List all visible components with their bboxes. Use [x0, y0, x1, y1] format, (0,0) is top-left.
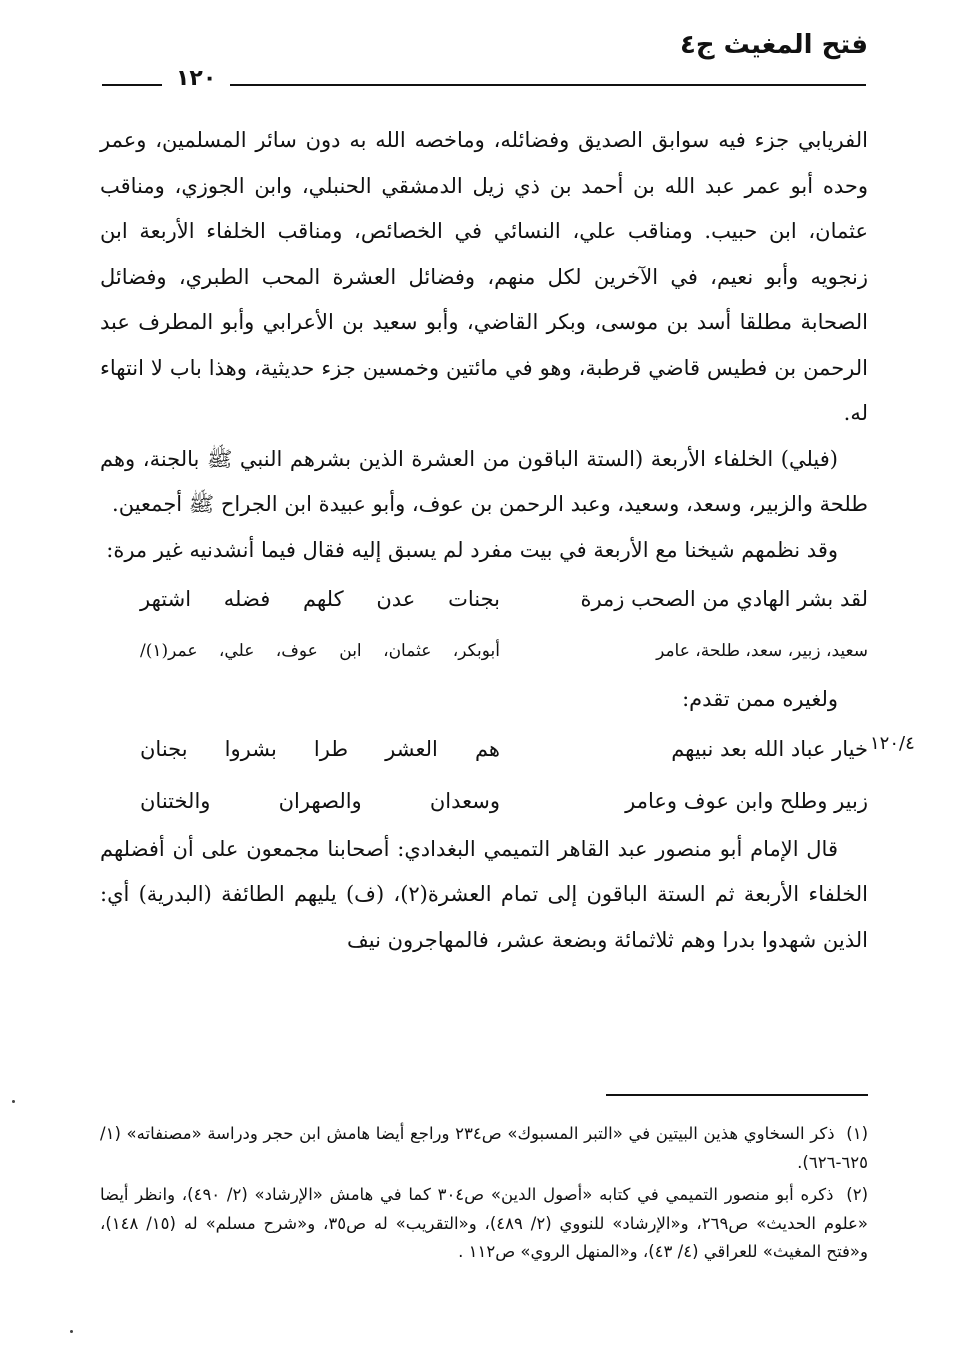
footnote-text: ذكر السخاوي هذين البيتين في «التبر المسبوك» ص٢٣٤ وراجع أيضا هامش ابن حجر ودراسة «مصنفاته» (١/ ٦٢٥-٦٢٦). [100, 1124, 868, 1172]
paragraph: وقد نظمهم شيخنا مع الأربعة في بيت مفرد لم يسبق إليه فقال فيما أنشدنيه غير مرة: [106, 537, 838, 562]
paragraph: (فيلي) الخلفاء الأربعة (الستة الباقون من العشرة الذين بشرهم النبي ﷺ بالجنة، وهم طلحة والزبير، وسعد، وسعيد، وعبد الرحمن بن عوف، وأبو عبيدة ابن الجراح ﷺ أجمعين. [100, 446, 868, 516]
main-text [100, 118, 868, 963]
poem-block [100, 573, 868, 677]
running-header-title: فتح المغيث ج٤ [679, 30, 868, 60]
paragraph: ولغيره ممن تقدم: [682, 687, 838, 711]
verse-hemistich: أبوبكر، عثمان، ابن عوف، علي، عمر(١)/ [140, 641, 500, 661]
scan-speck [12, 1100, 15, 1103]
poem-block [100, 723, 868, 827]
verse-hemistich: خيار عباد الله بعد نبيهم [671, 736, 868, 761]
paragraph: قال الإمام أبو منصور عبد القاهر التميمي البغدادي: أصحابنا مجمعون على أن أفضلهم الخلفاء الأربعة ثم الستة الباقون إلى تمام العشرة(٢)، (ف) يليهم الطائفة (البدرية) أي: الذين شهدوا بدرا وهم ثلاثمائة وبضعة عشر، فالمهاجرون نيف [100, 836, 868, 952]
footnote-number: (١) [846, 1124, 869, 1143]
footnotes [100, 1120, 868, 1271]
page-number: ١٢٠ [176, 66, 217, 91]
footnote-separator [606, 1094, 868, 1096]
paragraph: الفريابي جزء فيه سوابق الصديق وفضائله، وماخصه الله به دون سائر المسلمين، وعمر وحده أبو عمر عبد الله بن أحمد بن ذي زيل الدمشقي الحنبلي، وابن الجوزي، ومناقب عثمان، ابن حبيب. ومناقب علي، النسائي في الخصائص، ومناقب الخلفاء الأربعة ابن زنجويه وأبو نعيم، في الآخرين لكل منهم، وفضائل العشرة المحب الطبري، وفضائل الصحابة مطلقا أسد بن موسى، وبكر القاضي، وأبو سعيد بن الأعرابي وأبو المطرف عبد الرحمن بن فطيس قاضي قرطبة، وهو في مائتين وخمسين جزء حديثية، وهذا باب لا انتهاء له. [100, 128, 868, 425]
footnote-text: ذكره أبو منصور التميمي في كتابه «أصول الدين» ص٣٠٤ كما في هامش «الإرشاد» (٢/ ٤٩٠)، وانظر أيضا «علوم الحديث» ص٢٦٩، و«الإرشاد» للنووي (٢/ ٤٨٩)، و«التقريب» له ص٣٥، و«شرح مسلم» له (١٥/ ١٤٨)، و«فتح المغيث» للعراقي (٤/ ٤٣)، و«المنهل الروي» ص١١٢ . [100, 1185, 868, 1261]
poem-verse [100, 625, 868, 677]
footnote [100, 1181, 868, 1267]
scan-speck [70, 1330, 73, 1333]
verse-hemistich: وسعدان والصهران والختنان [140, 788, 500, 813]
verse-hemistich: زبير وطلح وابن عوف وعامر [625, 788, 868, 813]
header-rule-short [102, 84, 162, 86]
poem-verse [100, 775, 868, 827]
footnote-number: (٢) [846, 1185, 868, 1204]
header-rule [230, 84, 866, 86]
footnote [100, 1120, 868, 1177]
verse-hemistich: لقد بشر الهادي من الصحب زمرة [580, 587, 868, 611]
verse-hemistich: هم العشر طرا بشروا بجنان [140, 736, 500, 761]
margin-reference: ١٢٠/٤ [870, 733, 915, 754]
verse-hemistich: بجنات عدن كلهم فضله اشتهر [140, 587, 500, 611]
poem-verse [100, 723, 868, 775]
verse-hemistich: سعيد، زبير، سعد، طلحة، عامر [656, 641, 868, 661]
poem-verse [100, 573, 868, 625]
